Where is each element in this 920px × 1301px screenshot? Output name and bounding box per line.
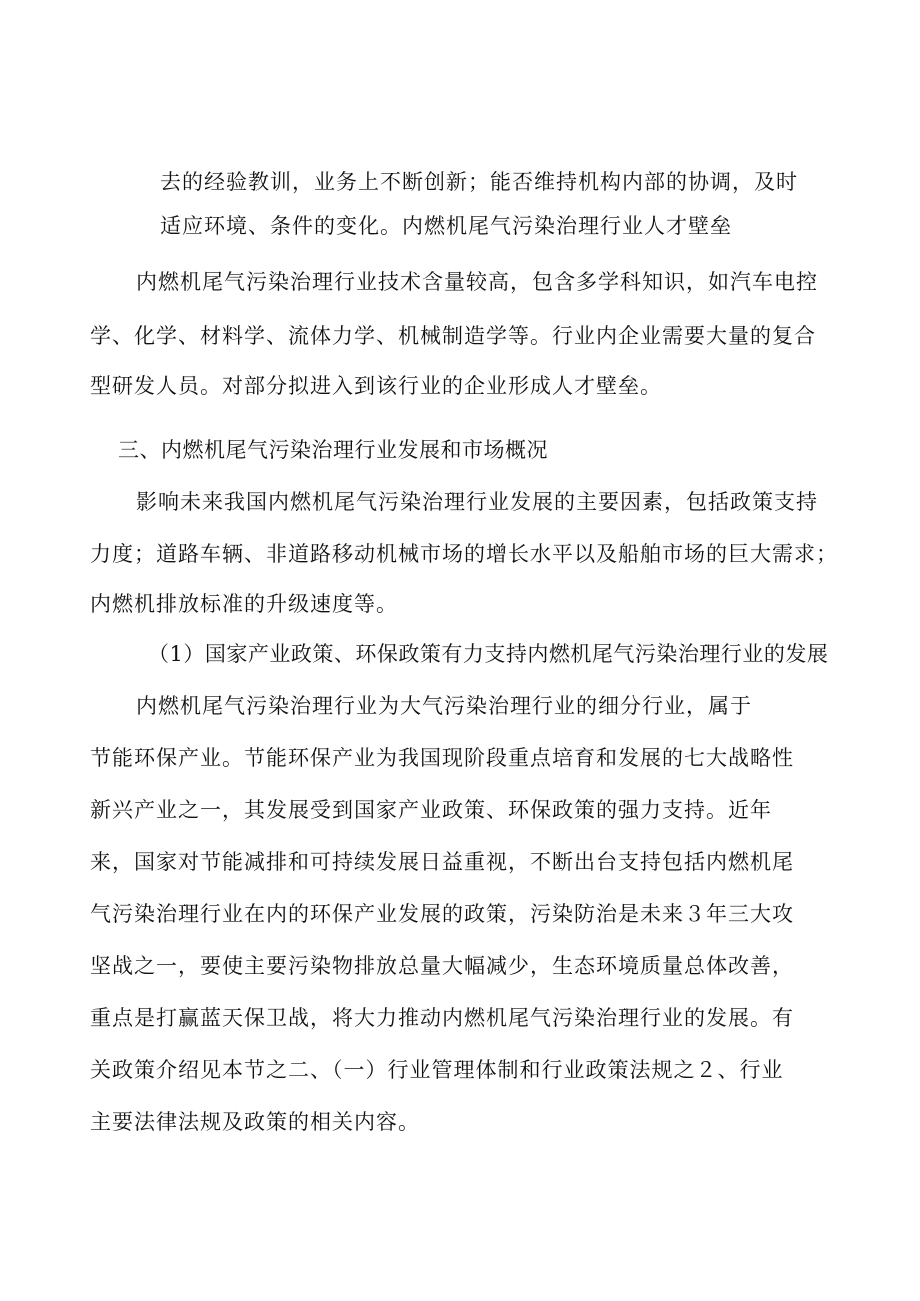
paragraph-line: 新兴产业之一，其发展受到国家产业政策、环保政策的强力支持。近年 xyxy=(90,798,772,822)
paragraph-line: 主要法律法规及政策的相关内容。 xyxy=(90,1110,420,1134)
paragraph-line: 气污染治理行业在内的环保产业发展的政策，污染防治是未来３年三大攻 xyxy=(90,902,794,926)
paragraph-line: 去的经验教训，业务上不断创新；能否维持机构内部的协调，及时 xyxy=(160,170,798,194)
subsection-heading: （1）国家产业政策、环保政策有力支持内燃机尾气污染治理行业的发展 xyxy=(148,642,829,666)
paragraph-line: 力度；道路车辆、非道路移动机械市场的增长水平以及船舶市场的巨大需求； xyxy=(90,542,838,566)
section-heading: 三、内燃机尾气污染治理行业发展和市场概况 xyxy=(118,438,548,462)
paragraph-line: 来，国家对节能减排和可持续发展日益重视，不断出台支持包括内燃机尾 xyxy=(90,850,794,874)
paragraph-line: 内燃机尾气污染治理行业技术含量较高，包含多学科知识，如汽车电控 xyxy=(136,270,818,294)
paragraph-line: 影响未来我国内燃机尾气污染治理行业发展的主要因素，包括政策支持 xyxy=(136,490,818,514)
paragraph-line: 内燃机排放标准的升级速度等。 xyxy=(90,592,398,616)
paragraph-line: 适应环境、条件的变化。内燃机尾气污染治理行业人才壁垒 xyxy=(160,214,732,238)
paragraph-line: 内燃机尾气污染治理行业为大气污染治理行业的细分行业，属于 xyxy=(136,694,752,718)
paragraph-line: 学、化学、材料学、流体力学、机械制造学等。行业内企业需要大量的复合 xyxy=(90,324,816,348)
paragraph-line: 关政策介绍见本节之二、（一）行业管理体制和行业政策法规之２、行业 xyxy=(90,1058,784,1082)
paragraph-line: 坚战之一，要使主要污染物排放总量大幅减少，生态环境质量总体改善， xyxy=(90,954,794,978)
paragraph-line: 重点是打赢蓝天保卫战，将大力推动内燃机尾气污染治理行业的发展。有 xyxy=(90,1006,794,1030)
paragraph-line: 型研发人员。对部分拟进入到该行业的企业形成人才壁垒。 xyxy=(90,374,662,398)
paragraph-line: 节能环保产业。节能环保产业为我国现阶段重点培育和发展的七大战略性 xyxy=(90,746,794,770)
